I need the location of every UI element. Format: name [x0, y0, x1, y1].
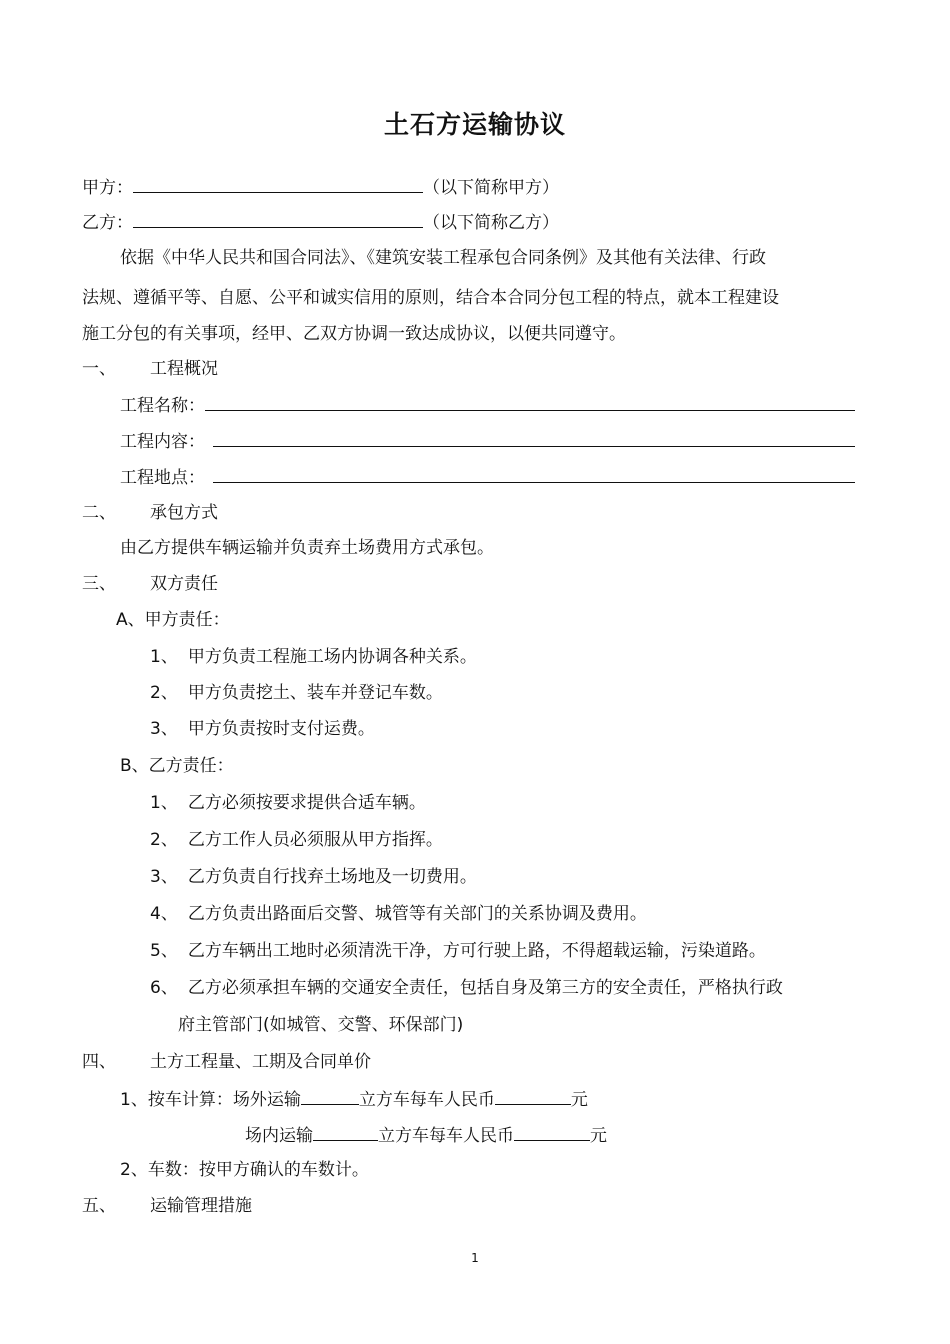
party-b-duties-label: 乙方责任：: [148, 756, 234, 776]
list-text: 乙方必须按要求提供合适车辆。: [187, 793, 426, 813]
party-b-duty-3: [150, 866, 477, 888]
list-text: 乙方车辆出工地时必须清洗干净，方可行驶上路，不得超载运输，污染道路。: [187, 941, 766, 961]
party-b-line: [82, 211, 559, 234]
party-a-duties-label: 甲方责任：: [144, 610, 230, 630]
section-2-text: 由乙方提供车辆运输并负责弃土场费用方式承包。: [120, 538, 494, 558]
party-b-duty-2: [150, 829, 443, 851]
list-number: 3、: [150, 867, 178, 887]
section-2-heading: 承包方式: [150, 503, 218, 523]
project-location-blank[interactable]: [213, 466, 855, 483]
party-b-suffix: （以下简称乙方）: [423, 213, 559, 233]
yuan-label: 元: [590, 1126, 607, 1146]
list-text: 乙方工作人员必须服从甲方指挥。: [187, 830, 443, 850]
inside-volume-blank[interactable]: [313, 1124, 378, 1141]
party-a-suffix: （以下简称甲方）: [423, 178, 559, 198]
section-4-heading: 土方工程量、工期及合同单价: [150, 1052, 371, 1072]
list-number: 1、: [150, 793, 178, 813]
list-text: 甲方负责工程施工场内协调各种关系。: [187, 647, 477, 667]
section-5-heading: 运输管理措施: [150, 1196, 252, 1216]
list-text: 甲方负责挖土、装车并登记车数。: [187, 683, 443, 703]
project-name-label: 工程名称：: [120, 396, 205, 416]
project-location-line: [120, 466, 855, 489]
party-a-duty-2: [150, 682, 443, 704]
list-number: 2、: [150, 683, 178, 703]
page-number: 1: [471, 1251, 479, 1265]
section-4-num: 四、: [82, 1052, 116, 1072]
project-name-line: [120, 394, 855, 417]
list-text: 甲方负责按时支付运费。: [187, 719, 375, 739]
list-number: 3、: [150, 719, 178, 739]
project-name-blank[interactable]: [205, 394, 855, 411]
list-number: 6、: [150, 978, 178, 998]
intro-line-1: 依据《中华人民共和国合同法》、《建筑安装工程承包合同条例》及其他有关法律、行政: [120, 248, 766, 268]
per-truck-label: 立方车每车人民币: [358, 1090, 495, 1110]
project-content-line: [120, 430, 855, 453]
party-a-label: 甲方：: [82, 178, 133, 198]
inside-price-blank[interactable]: [514, 1124, 590, 1141]
list-number: 4、: [150, 904, 178, 924]
project-location-label: 工程地点：: [120, 468, 205, 488]
party-b-duties-letter: B、: [120, 756, 149, 776]
calc-by-truck-label: 1、按车计算：: [120, 1090, 233, 1110]
intro-line-3: 施工分包的有关事项，经甲、乙双方协调一致达成协议，以便共同遵守。: [82, 324, 626, 344]
list-text: 乙方负责自行找弃土场地及一切费用。: [187, 867, 477, 887]
party-b-duty-6: [150, 977, 783, 999]
party-b-duty-4: [150, 903, 647, 925]
outside-transport-label: 场外运输: [232, 1090, 301, 1110]
truck-count-line: 2、车数：按甲方确认的车数计。: [120, 1160, 369, 1180]
party-a-duties-heading: [116, 609, 230, 631]
party-b-blank[interactable]: [133, 211, 423, 228]
project-content-blank[interactable]: [213, 430, 855, 447]
party-b-label: 乙方：: [82, 213, 133, 233]
party-b-duty-1: [150, 792, 426, 814]
project-content-label: 工程内容：: [120, 432, 205, 452]
document-title: 土石方运输协议: [383, 110, 566, 139]
outside-price-blank[interactable]: [495, 1088, 571, 1105]
yuan-label: 元: [570, 1090, 588, 1110]
party-b-duty-5: [150, 940, 766, 962]
outside-volume-blank[interactable]: [301, 1088, 359, 1105]
list-text: 乙方必须承担车辆的交通安全责任，包括自身及第三方的安全责任，严格执行政: [187, 978, 783, 998]
list-text: 乙方负责出路面后交警、城管等有关部门的关系协调及费用。: [187, 904, 647, 924]
list-number: 5、: [150, 941, 178, 961]
party-a-duty-1: [150, 646, 477, 668]
party-b-duty-6-continued: 府主管部门(如城管、交警、环保部门): [178, 1015, 464, 1035]
section-1-num: 一、: [82, 359, 116, 379]
list-number: 2、: [150, 830, 178, 850]
section-5-num: 五、: [82, 1196, 116, 1216]
section-3-heading: 双方责任: [150, 574, 218, 594]
party-a-blank[interactable]: [133, 176, 423, 193]
outside-transport-line: [120, 1088, 588, 1111]
section-2-num: 二、: [82, 503, 116, 523]
party-a-line: [82, 176, 559, 199]
section-3-num: 三、: [82, 574, 116, 594]
party-a-duties-letter: A、: [116, 610, 145, 630]
list-number: 1、: [150, 647, 178, 667]
party-b-duties-heading: [120, 755, 234, 777]
per-truck-label: 立方车每车人民币: [378, 1126, 514, 1146]
intro-line-2: 法规、遵循平等、自愿、公平和诚实信用的原则，结合本合同分包工程的特点，就本工程建设: [82, 288, 779, 308]
party-a-duty-3: [150, 718, 375, 740]
section-1-heading: 工程概况: [150, 359, 218, 379]
inside-transport-line: [245, 1124, 607, 1147]
inside-transport-label: 场内运输: [245, 1126, 313, 1146]
